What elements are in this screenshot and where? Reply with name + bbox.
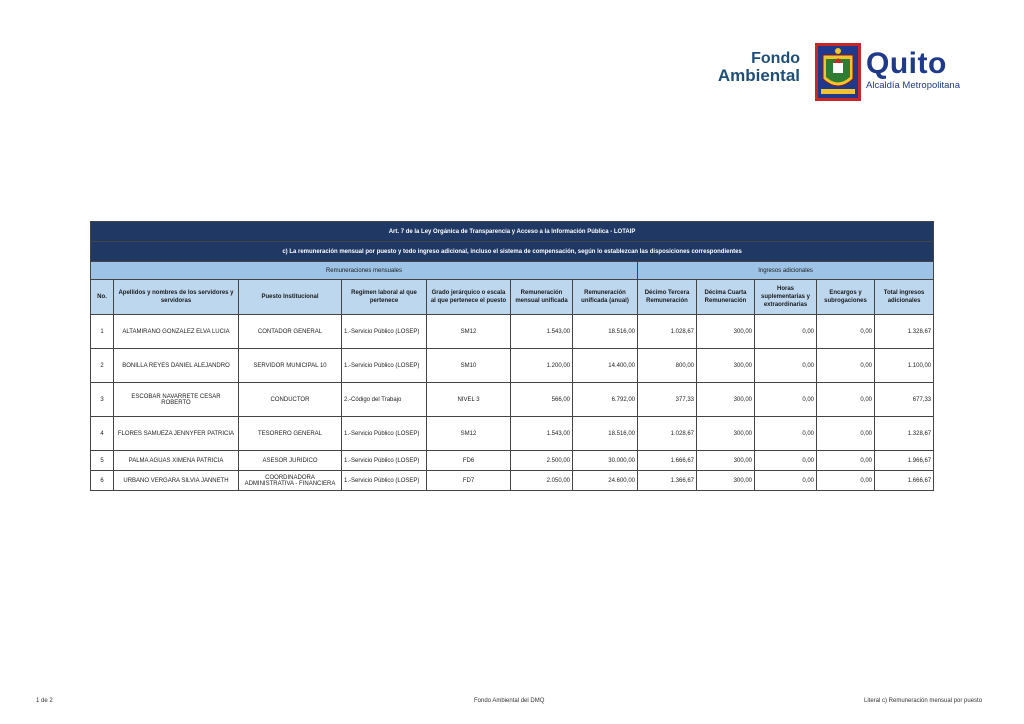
cell-horas: 0,00 xyxy=(755,417,817,451)
column-header: Puesto Institucional xyxy=(239,280,342,315)
cell-anual: 24.600,00 xyxy=(573,471,638,491)
cell-nombre: ESCOBAR NAVARRETE CESAR ROBERTO xyxy=(114,383,239,417)
cell-no: 4 xyxy=(91,417,114,451)
cell-encargos: 0,00 xyxy=(817,315,875,349)
cell-total: 1.666,67 xyxy=(875,471,934,491)
cell-anual: 14.400,00 xyxy=(573,349,638,383)
cell-grado: FD6 xyxy=(427,451,511,471)
cell-nombre: BONILLA REYES DANIEL ALEJANDRO xyxy=(114,349,239,383)
cell-decimo4: 300,00 xyxy=(697,417,755,451)
group-header-remuneraciones: Remuneraciones mensuales xyxy=(91,262,638,280)
footer-page-number: 1 de 2 xyxy=(36,698,53,704)
cell-puesto: CONTADOR GENERAL xyxy=(239,315,342,349)
cell-grado: NIVEL 3 xyxy=(427,383,511,417)
cell-anual: 30.000,00 xyxy=(573,451,638,471)
logo-fondo-line2: Ambiental xyxy=(717,66,800,85)
cell-no: 3 xyxy=(91,383,114,417)
column-header: Regimen laboral al que pertenece xyxy=(342,280,427,315)
cell-no: 6 xyxy=(91,471,114,491)
cell-encargos: 0,00 xyxy=(817,451,875,471)
cell-regimen: 1.-Servicio Público (LOSEP) xyxy=(342,349,427,383)
cell-total: 1.966,67 xyxy=(875,451,934,471)
cell-grado: SM12 xyxy=(427,315,511,349)
cell-no: 1 xyxy=(91,315,114,349)
cell-puesto: CONDUCTOR xyxy=(239,383,342,417)
cell-mensual: 1.543,00 xyxy=(511,417,573,451)
table-subtitle: c) La remuneración mensual por puesto y todo ingreso adicional, incluso el sistema de compensación, según lo establezcan las disposiciones correspondientes xyxy=(91,242,934,262)
logo-fondo-line1: Fondo xyxy=(751,50,800,67)
cell-decimo3: 377,33 xyxy=(638,383,697,417)
cell-total: 1.328,67 xyxy=(875,417,934,451)
cell-decimo4: 300,00 xyxy=(697,349,755,383)
cell-mensual: 2.500,00 xyxy=(511,451,573,471)
cell-decimo3: 1.028,67 xyxy=(638,417,697,451)
fondo-ambiental-logo xyxy=(690,50,800,84)
cell-decimo3: 1.666,67 xyxy=(638,451,697,471)
cell-grado: SM10 xyxy=(427,349,511,383)
cell-nombre: PALMA AGUAS XIMENA PATRICIA xyxy=(114,451,239,471)
cell-horas: 0,00 xyxy=(755,383,817,417)
table-title: Art. 7 de la Ley Orgánica de Transparencia y Acceso a la Información Pública - LOTAIP xyxy=(91,222,934,242)
cell-puesto: COORDINADORA ADMINISTRATIVA - FINANCIERA xyxy=(239,471,342,491)
cell-anual: 6.792,00 xyxy=(573,383,638,417)
cell-horas: 0,00 xyxy=(755,451,817,471)
cell-decimo3: 800,00 xyxy=(638,349,697,383)
cell-regimen: 1.-Servicio Público (LOSEP) xyxy=(342,315,427,349)
cell-mensual: 2.050,00 xyxy=(511,471,573,491)
footer-right-text: Literal c) Remuneración mensual por puesto xyxy=(864,698,983,704)
cell-horas: 0,00 xyxy=(755,349,817,383)
cell-total: 677,33 xyxy=(875,383,934,417)
cell-anual: 18.516,00 xyxy=(573,315,638,349)
cell-nombre: URBANO VERGARA SILVIA JANNETH xyxy=(114,471,239,491)
cell-encargos: 0,00 xyxy=(817,383,875,417)
column-header: Grado jerárquico o escala al que pertenece el puesto xyxy=(427,280,511,315)
cell-mensual: 1.200,00 xyxy=(511,349,573,383)
column-header: Total ingresos adicionales xyxy=(875,280,934,315)
footer-center-text: Fondo Ambiental del DMQ xyxy=(474,698,545,704)
cell-puesto: TESORERO GENERAL xyxy=(239,417,342,451)
column-header: Décima Cuarta Remuneración xyxy=(697,280,755,315)
column-header: Apellidos y nombres de los servidores y servidoras xyxy=(114,280,239,315)
cell-puesto: ASESOR JURIDICO xyxy=(239,451,342,471)
cell-decimo3: 1.028,67 xyxy=(638,315,697,349)
cell-nombre: FLORES SAMUEZA JENNYFER PATRICIA xyxy=(114,417,239,451)
column-header: Remuneración unificada (anual) xyxy=(573,280,638,315)
quito-crest-icon xyxy=(815,43,861,101)
cell-mensual: 566,00 xyxy=(511,383,573,417)
cell-regimen: 1.-Servicio Público (LOSEP) xyxy=(342,417,427,451)
column-header: No. xyxy=(91,280,114,315)
cell-encargos: 0,00 xyxy=(817,471,875,491)
cell-decimo3: 1.366,67 xyxy=(638,471,697,491)
logo-quito-text: Quito xyxy=(866,47,947,80)
cell-regimen: 2.-Código del Trabajo xyxy=(342,383,427,417)
cell-decimo4: 300,00 xyxy=(697,315,755,349)
cell-horas: 0,00 xyxy=(755,471,817,491)
cell-no: 5 xyxy=(91,451,114,471)
cell-total: 1.100,00 xyxy=(875,349,934,383)
cell-encargos: 0,00 xyxy=(817,417,875,451)
table-row xyxy=(91,383,934,417)
cell-decimo4: 300,00 xyxy=(697,383,755,417)
cell-grado: FD7 xyxy=(427,471,511,491)
table-row xyxy=(91,471,934,491)
cell-total: 1.328,67 xyxy=(875,315,934,349)
column-header: Remuneración mensual unificada xyxy=(511,280,573,315)
cell-no: 2 xyxy=(91,349,114,383)
cell-decimo4: 300,00 xyxy=(697,471,755,491)
cell-decimo4: 300,00 xyxy=(697,451,755,471)
table-row xyxy=(91,451,934,471)
cell-grado: SM12 xyxy=(427,417,511,451)
remuneration-table xyxy=(90,221,934,491)
cell-horas: 0,00 xyxy=(755,315,817,349)
cell-anual: 18.516,00 xyxy=(573,417,638,451)
cell-regimen: 1.-Servicio Público (LOSEP) xyxy=(342,451,427,471)
column-header: Horas suplementarias y extraordinarias xyxy=(755,280,817,315)
group-header-ingresos: Ingresos adicionales xyxy=(638,262,934,280)
quito-logo xyxy=(866,48,960,91)
table-row xyxy=(91,417,934,451)
logo-alcaldia-text: Alcaldía Metropolitana xyxy=(866,80,960,91)
table-row xyxy=(91,315,934,349)
cell-regimen: 1.-Servicio Público (LOSEP) xyxy=(342,471,427,491)
cell-nombre: ALTAMIRANO GONZALEZ ELVA LUCIA xyxy=(114,315,239,349)
column-header: Encargos y subrogaciones xyxy=(817,280,875,315)
table-row xyxy=(91,349,934,383)
cell-puesto: SERVIDOR MUNICIPAL 10 xyxy=(239,349,342,383)
cell-mensual: 1.543,00 xyxy=(511,315,573,349)
cell-encargos: 0,00 xyxy=(817,349,875,383)
column-header: Décimo Tercera Remuneración xyxy=(638,280,697,315)
